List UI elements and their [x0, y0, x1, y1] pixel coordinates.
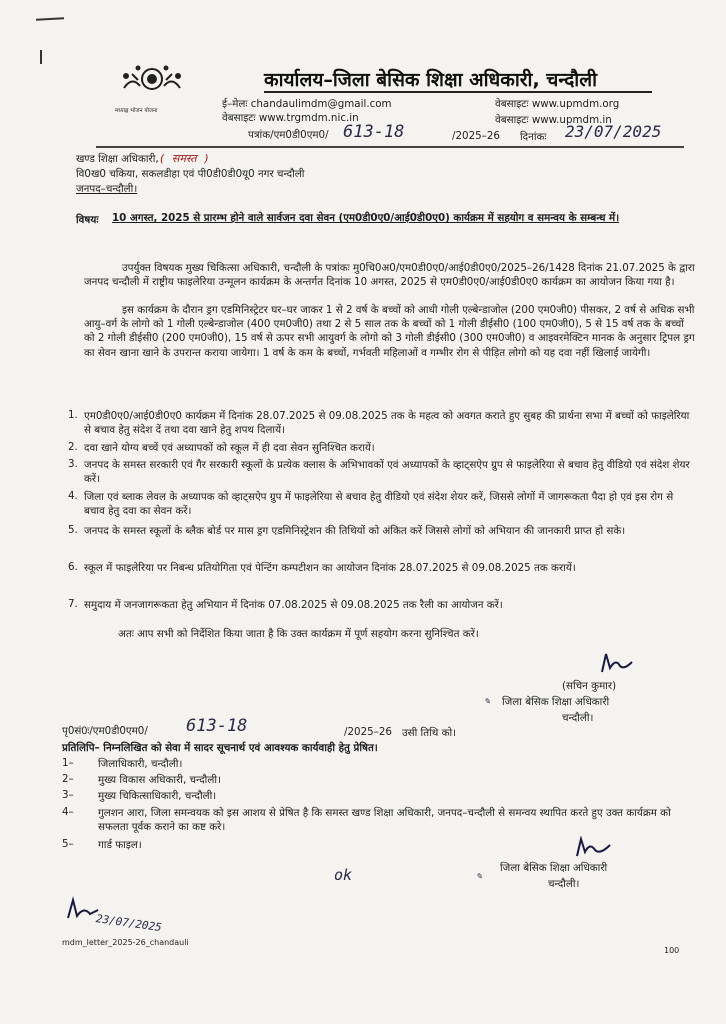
- office-title: कार्यालय–जिला बेसिक शिक्षा अधिकारी, चन्दौली: [264, 69, 598, 91]
- copy-item-number: 1–: [62, 757, 74, 769]
- copy-item-number: 5–: [62, 838, 74, 850]
- list-item: समुदाय में जनजागरूकता हेतु अभियान में दिनांक 07.08.2025 से 09.08.2025 तक रैली का आयोजन करें।: [84, 599, 503, 611]
- list-item-number: 1.: [68, 409, 78, 421]
- signatory-name: (सचिन कुमार): [562, 680, 617, 692]
- recipient-line-2: वि0ख0 चकिया, सकलडीहा एवं पी0डी0डी0यू0 नगर चन्दौली: [76, 168, 305, 180]
- copy-intro: प्रतिलिपि– निम्नलिखित को सेवा में सादर सूचनार्थ एवं आवश्यक कार्यवाही हेतु प्रेषित।: [62, 742, 378, 754]
- header-divider: [96, 146, 684, 148]
- website-link-upmdm-org[interactable]: www.upmdm.org: [531, 98, 620, 110]
- corner-mark: [40, 50, 42, 64]
- date-handwritten: 23/07/2025: [565, 122, 662, 141]
- list-item: जिला एवं ब्लाक लेवल के अध्यापक को व्हाट्सऐप ग्रुप में फाइलेरिया से बचाव हेतु वीडियो एवं संदेश शेयर करें, जिससे लोगों में जागरूकता पैदा हो एवं इस रोग से बचाव हेतु दवा का सेवन करें।: [84, 491, 674, 518]
- copy-ref-year: /2025–26: [344, 726, 392, 738]
- subject-text: 10 अगस्त, 2025 से प्रारम्भ होने वाले सार्वजन दवा सेवन (एम0डी0ए0/आई0डी0ए0) कार्यक्रम में सहयोग व समन्वय के सम्बन्ध में।: [112, 212, 620, 224]
- copy-ref-handwritten: 613-18: [186, 716, 248, 736]
- copy-item: मुख्य विकास अधिकारी, चन्दौली।: [98, 774, 221, 786]
- recipient-line-3: जनपद–चन्दौली।: [76, 183, 138, 195]
- title-underline: [264, 91, 652, 93]
- copy-item: मुख्य चिकित्साधिकारी, चन्दौली।: [98, 790, 217, 802]
- email-address[interactable]: chandaulimdm@gmail.com: [250, 98, 392, 110]
- copy-item-number: 4–: [62, 806, 74, 818]
- signatory-designation: जिला बेसिक शिक्षा अधिकारी: [502, 696, 610, 708]
- signature-scribble: [574, 836, 614, 860]
- copy-item-number: 2–: [62, 773, 74, 785]
- website-row-3: वेबसाइटः www.upmdm.in: [495, 114, 612, 126]
- copy-ref-label: पृ0सं0ः/एम0डी0एम0/: [62, 725, 148, 737]
- initial-mark: ✎: [484, 696, 491, 707]
- date-label: दिनांकः: [520, 131, 547, 143]
- letter-year: /2025–26: [452, 130, 500, 142]
- subject-label: विषयः: [76, 214, 99, 226]
- list-item: दवा खाने योग्य बच्चें एवं अध्यापकों को स्कूल में ही दवा सेवन सुनिश्चित करायें।: [84, 442, 375, 454]
- list-item: जनपद के समस्त सरकारी एवं गैर सरकारी स्कूलों के प्रत्येक क्लास के अभिभावकों एवं अध्यापकों के व्हाट्सऐप ग्रुप से फाइलेरिया से बचाव हेतु वीडियो एवं संदेश शेयर करें।: [84, 459, 690, 486]
- list-item-number: 4.: [68, 490, 78, 502]
- list-item-number: 2.: [68, 441, 78, 453]
- website-row-2: वेबसाइटः www.upmdm.org: [495, 98, 620, 110]
- email-row: ई–मेलः chandaulimdm@gmail.com: [222, 98, 392, 110]
- logo-caption: मध्याह्न भोजन योजना: [115, 108, 158, 114]
- list-item-number: 7.: [68, 598, 78, 610]
- signature-scribble: [598, 650, 638, 676]
- website-link-trgmdm[interactable]: www.trgmdm.nic.in: [258, 112, 359, 124]
- mdm-logo: [112, 62, 192, 112]
- recipient-handwritten: ( समस्त ): [158, 152, 210, 165]
- list-item: जनपद के समस्त स्कूलों के ब्लैक बोर्ड पर मास ड्रग एडमिनिस्ट्रेशन की तिथियों को अंकित करें जिससे लोगों को अभियान की जानकारी प्राप्त हो सके।: [84, 525, 626, 537]
- copy-item: गुलशन आरा, जिला समन्वयक को इस आशय से प्रेषित है कि समस्त खण्ड शिक्षा अधिकारी, जनपद–चन्दौली से समन्वय स्थापित करते हुए उक्त कार्यक्रम को सफलता पूर्वक कराने का कष्ट करे।: [98, 807, 671, 834]
- recipient-line-1: खण्ड शिक्षा अधिकारी,( समस्त ): [76, 152, 210, 165]
- page-number: 100: [664, 946, 680, 955]
- list-item: एम0डी0ए0/आई0डी0ए0 कार्यक्रम में दिनांक 28.07.2025 से 09.08.2025 तक के महत्व को अवगत कराते हुए सुबह की प्रार्थना सभा में बच्चों को फाइलेरिया से बचाव हेतु संदेश दें तथा दवा खाने हेतु शपथ दिलायें।: [84, 410, 690, 437]
- signatory2-place: चन्दौली।: [548, 878, 580, 890]
- list-item-number: 5.: [68, 524, 78, 536]
- signatory-place: चन्दौली।: [562, 712, 594, 724]
- ok-mark: ok: [334, 866, 353, 884]
- copy-item-number: 3–: [62, 789, 74, 801]
- footer-filename: mdm_letter_2025-26_chandauli: [62, 938, 189, 947]
- corner-mark: [36, 17, 64, 20]
- initial-mark: ✎: [476, 871, 483, 882]
- letter-number-handwritten: 613-18: [343, 122, 405, 142]
- website-link-upmdm-in[interactable]: www.upmdm.in: [531, 114, 612, 126]
- footer-hand-date: 23/07/2025: [95, 912, 163, 935]
- copy-item: गार्ड फाइल।: [98, 839, 142, 851]
- body-paragraph-2: इस कार्यक्रम के दौरान ड्रग एडमिनिस्ट्रेटर घर–घर जाकर 1 से 2 वर्ष के बच्चों को आधी गोली एल्बेन्डाजोल (200 एम0जी0) पीसकर, 2 वर्ष से अधिक सभी आयु–वर्ग के लोगो को 1 गोली एल्बेन्डाजोल (400 एम0जी0) तथा 2 से 5 साल तक के बच्चों को 1 गोली डीईसी0 (100 एम0जी0), 5 से 15 वर्ष तक के बच्चों को 2 गोली डीईसी0 (200 एम0जी0), 15 वर्ष से ऊपर सभी आयुवर्ग के लोगो को 3 गोली डीईसी0 (300 एम0जी0) व आइवरमेक्टिन मानक के अनुसार ट्रिपल ड्रग का सेवन खाना खाने के उपरान्त कराया जायेगा। 1 वर्ष के कम के बच्चों, गर्भवती महिलाओं व गम्भीर रोग से पीड़ित लोगो को यह दवा नहीं खिलाई जायेगी।: [84, 304, 695, 359]
- list-item: स्कूल में फाइलेरिया पर निबन्ध प्रतियोगिता एवं पेन्टिंग कम्पटीशन का आयोजन दिनांक 28.07.2025 से 09.08.2025 तक करायें।: [84, 562, 576, 574]
- letter-number-label: पत्रांक/एम0डी0एम0/: [248, 129, 329, 141]
- list-item-number: 6.: [68, 561, 78, 573]
- list-item-number: 3.: [68, 458, 78, 470]
- website-row-1: वेबसाइटः www.trgmdm.nic.in: [222, 112, 359, 124]
- closing-line: अतः आप सभी को निर्देशित किया जाता है कि उक्त कार्यक्रम में पूर्ण सहयोग करना सुनिश्चित करें।: [118, 628, 479, 640]
- copy-ref-suffix: उसी तिथि को।: [402, 727, 457, 739]
- signatory2-designation: जिला बेसिक शिक्षा अधिकारी: [500, 862, 608, 874]
- body-paragraph-1: उपर्युक्त विषयक मुख्य चिकित्सा अधिकारी, चन्दौली के पत्रांकः मु0चि0अ0/एम0डी0ए0/आई0डी0ए0/2025–26/1428 दिनांक 21.07.2025 के द्वारा जनपद चन्दौली में राष्ट्रीय फाइलेरिया उन्मूलन कार्यक्रम के अन्तर्गत दिनांक 10 अगस्त, 2025 से एम0डी0ए0/आई0डी0ए0 कार्यक्रम का आयोजन किया गया है।: [84, 262, 695, 289]
- copy-item: जिलाधिकारी, चन्दौली।: [98, 758, 183, 770]
